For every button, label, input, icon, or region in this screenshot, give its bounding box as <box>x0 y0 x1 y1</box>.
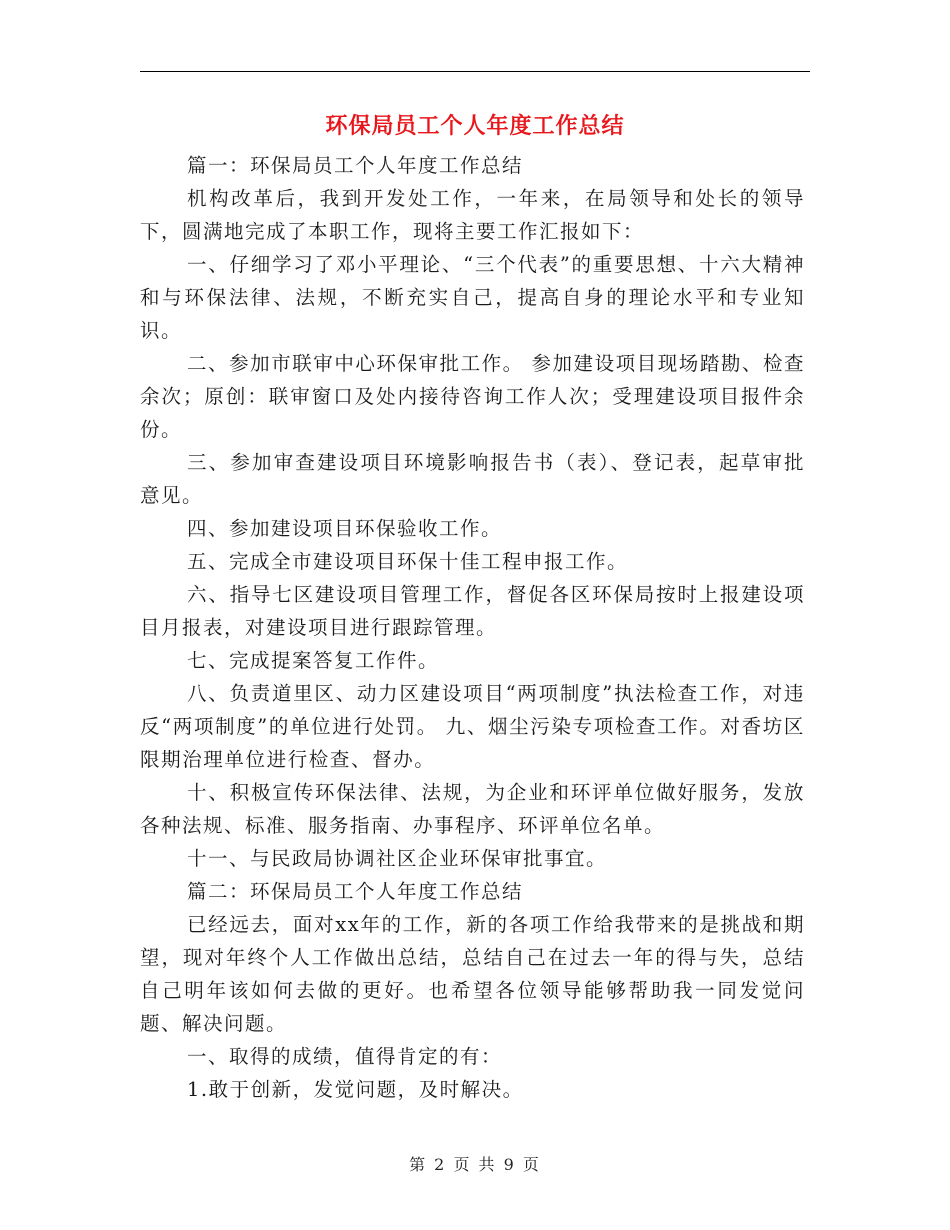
section-heading: 篇一：环保局员工个人年度工作总结 <box>187 154 524 177</box>
document-body <box>140 149 805 1106</box>
paragraph: 六、指导七区建设项目管理工作，督促各区环保局按时上报建设项目月报表，对建设项目进行跟踪管理。 <box>140 583 805 639</box>
paragraph: 四、参加建设项目环保验收工作。 <box>187 517 503 540</box>
document-title: 环保局员工个人年度工作总结 <box>325 113 625 139</box>
paragraph: 二、参加市联审中心环保审批工作。 参加建设项目现场踏勘、检查余次；原创：联审窗口及处内接待咨询工作人次；受理建设项目报件余份。 <box>140 352 805 441</box>
paragraph: 一、取得的成绩，值得肯定的有： <box>187 1045 503 1068</box>
page-number: 第 2 页 共 9 页 <box>409 1155 541 1174</box>
paragraph: 三、参加审查建设项目环境影响报告书（表）、登记表，起草审批意见。 <box>140 451 805 507</box>
paragraph: 十一、与民政局协调社区企业环保审批事宜。 <box>187 847 608 870</box>
paragraph: 八、负责道里区、动力区建设项目“两项制度”执法检查工作，对违反“两项制度”的单位进行处罚。 九、烟尘污染专项检查工作。对香坊区限期治理单位进行检查、督办。 <box>140 682 805 771</box>
paragraph: 已经远去，面对xx年的工作，新的各项工作给我带来的是挑战和期望，现对年终个人工作做出总结，总结自己在过去一年的得与失，总结自己明年该如何去做的更好。也希望各位领导能够帮助我一同发觉问题、解决问题。 <box>140 913 805 1035</box>
paragraph: 十、积极宣传环保法律、法规，为企业和环评单位做好服务，发放各种法规、标准、服务指南、办事程序、环评单位名单。 <box>140 781 805 837</box>
paragraph: 五、完成全市建设项目环保十佳工程申报工作。 <box>187 550 629 573</box>
paragraph: 七、完成提案答复工作件。 <box>187 649 440 672</box>
section-heading: 篇二：环保局员工个人年度工作总结 <box>187 880 524 903</box>
paragraph: 1.敢于创新，发觉问题，及时解决。 <box>187 1078 524 1101</box>
header-rule <box>140 71 810 72</box>
paragraph: 机构改革后，我到开发处工作，一年来，在局领导和处长的领导下，圆满地完成了本职工作，现将主要工作汇报如下： <box>140 187 805 243</box>
paragraph: 一、仔细学习了邓小平理论、“三个代表”的重要思想、十六大精神和与环保法律、法规，不断充实自己，提高自身的理论水平和专业知识。 <box>140 253 805 342</box>
